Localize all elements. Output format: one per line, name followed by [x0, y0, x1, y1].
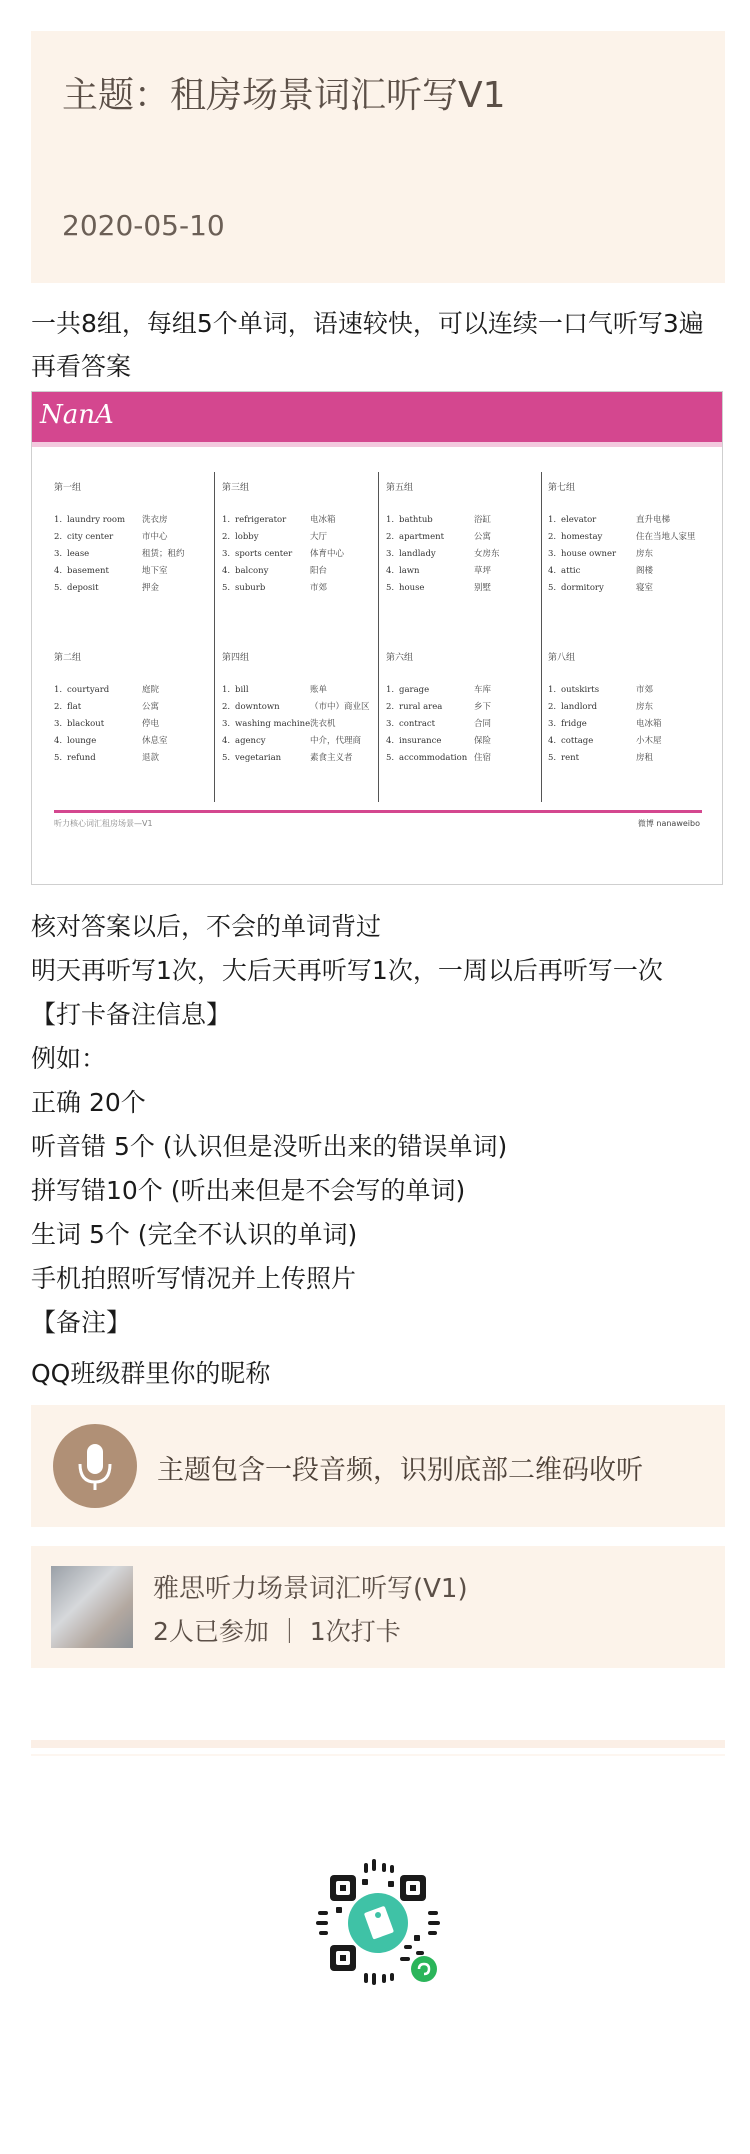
instruction-line: 明天再听写1次，大后天再听写1次，一周以后再听写一次 [31, 956, 663, 985]
word-row: 2. apartment 公寓 [386, 532, 492, 542]
word-group [386, 650, 536, 767]
word-row: 1. refrigerator 电冰箱 [222, 515, 336, 525]
group-title: 第三组 [222, 483, 250, 493]
word-row: 5. house 别墅 [386, 583, 492, 593]
instruction-line: 手机拍照听写情况并上传照片 [31, 1264, 357, 1293]
intro-text: 一共8组，每组5个单词，语速较快，可以连续一口气听写3遍再看答案 [31, 309, 704, 381]
word-row: 4. lounge 休息室 [54, 736, 168, 746]
course-thumbnail [51, 1566, 133, 1648]
group-title: 第五组 [386, 483, 414, 493]
word-row: 3. washing machine 洗衣机 [222, 719, 336, 729]
audio-notice-card[interactable] [31, 1405, 725, 1527]
word-group [386, 480, 536, 597]
group-title: 第六组 [386, 653, 414, 663]
word-row: 1. bill 账单 [222, 685, 328, 695]
topic-header-card [31, 31, 725, 283]
sheet-header-band [32, 392, 722, 442]
word-row: 1. courtyard 庭院 [54, 685, 160, 695]
instruction-line: 核对答案以后，不会的单词背过 [31, 912, 382, 941]
word-row: 4. cottage 小木屋 [548, 736, 662, 746]
word-row: 5. suburb 市郊 [222, 583, 328, 593]
column-divider [378, 472, 379, 802]
answer-sheet-image[interactable] [31, 391, 723, 885]
word-row: 4. agency 中介，代理商 [222, 736, 362, 746]
word-row: 3. contract 合同 [386, 719, 492, 729]
word-row: 3. landlady 女房东 [386, 549, 500, 559]
sheet-band-edge [32, 442, 722, 447]
word-row: 2. rural area 乡下 [386, 702, 492, 712]
topic-date: 2020-05-10 [62, 209, 225, 242]
instruction-line: 【打卡备注信息】 [31, 1000, 232, 1029]
word-row: 2. landlord 房东 [548, 702, 654, 712]
word-row: 5. vegetarian 素食主义者 [222, 753, 353, 763]
course-card[interactable] [31, 1546, 725, 1668]
instruction-line: 听音错 5个 (认识但是没听出来的错误单词) [31, 1132, 508, 1161]
word-row: 2. downtown （市中）商业区 [222, 702, 370, 712]
word-row: 2. flat 公寓 [54, 702, 160, 712]
instruction-line: 拼写错10个 (听出来但是不会写的单词) [31, 1176, 466, 1205]
word-row: 3. lease 租赁；租约 [54, 549, 185, 559]
word-row: 5. dormitory 寝室 [548, 583, 654, 593]
word-group [54, 480, 204, 597]
word-group [548, 480, 698, 597]
topic-title: 主题：租房场景词汇听写V1 [62, 75, 506, 116]
word-row: 3. house owner 房东 [548, 549, 654, 559]
section-divider [31, 1754, 725, 1756]
word-row: 3. fridge 电冰箱 [548, 719, 662, 729]
group-title: 第一组 [54, 483, 82, 493]
mini-program-qr-code-icon[interactable] [300, 1845, 456, 2001]
sheet-footer-weibo: 微博 nanaweibo [637, 819, 700, 828]
audio-notice-text: 主题包含一段音频，识别底部二维码收听 [157, 1455, 643, 1486]
course-stats: 2人已参加 ｜ 1次打卡 [153, 1617, 401, 1646]
word-group [222, 480, 372, 597]
word-row: 4. basement 地下室 [54, 566, 168, 576]
section-divider [31, 1740, 725, 1748]
sheet-brand-logo: NanA [40, 400, 114, 430]
word-row: 3. blackout 停电 [54, 719, 160, 729]
word-row: 3. sports center 体育中心 [222, 549, 345, 559]
column-divider [214, 472, 215, 802]
word-row: 4. lawn 草坪 [386, 566, 492, 576]
instruction-line: 正确 20个 [31, 1088, 146, 1117]
group-title: 第八组 [548, 653, 576, 663]
word-row: 1. elevator 直升电梯 [548, 515, 671, 525]
word-group [548, 650, 698, 767]
word-row: 1. outskirts 市郊 [548, 685, 654, 695]
word-row: 1. laundry room 洗衣房 [54, 515, 168, 525]
sheet-bottom-line [54, 810, 702, 813]
word-row: 5. deposit 押金 [54, 583, 160, 593]
word-row: 4. balcony 阳台 [222, 566, 328, 576]
word-row: 5. refund 退款 [54, 753, 160, 763]
sheet-footer-caption: 听力核心词汇租房场景—V1 [54, 819, 153, 828]
word-group [54, 650, 204, 767]
word-row: 5. rent 房租 [548, 753, 654, 763]
group-title: 第四组 [222, 653, 250, 663]
word-row: 2. city center 市中心 [54, 532, 168, 542]
word-row: 1. bathtub 浴缸 [386, 515, 492, 525]
column-divider [541, 472, 542, 802]
instruction-line: 生词 5个 (完全不认识的单词) [31, 1220, 358, 1249]
word-row: 2. homestay 住在当地人家里 [548, 532, 696, 542]
word-row: 2. lobby 大厅 [222, 532, 328, 542]
microphone-icon [53, 1424, 137, 1508]
word-row: 1. garage 车库 [386, 685, 492, 695]
word-group [222, 650, 372, 767]
word-row: 4. attic 阁楼 [548, 566, 654, 576]
word-row: 5. accommodation 住宿 [386, 753, 492, 763]
group-title: 第七组 [548, 483, 576, 493]
instruction-line: 例如： [31, 1044, 107, 1073]
instruction-line: QQ班级群里你的昵称 [31, 1359, 271, 1388]
course-title: 雅思听力场景词汇听写(V1) [153, 1574, 468, 1604]
group-title: 第二组 [54, 653, 82, 663]
word-row: 4. insurance 保险 [386, 736, 492, 746]
instruction-line: 【备注】 [31, 1308, 132, 1337]
